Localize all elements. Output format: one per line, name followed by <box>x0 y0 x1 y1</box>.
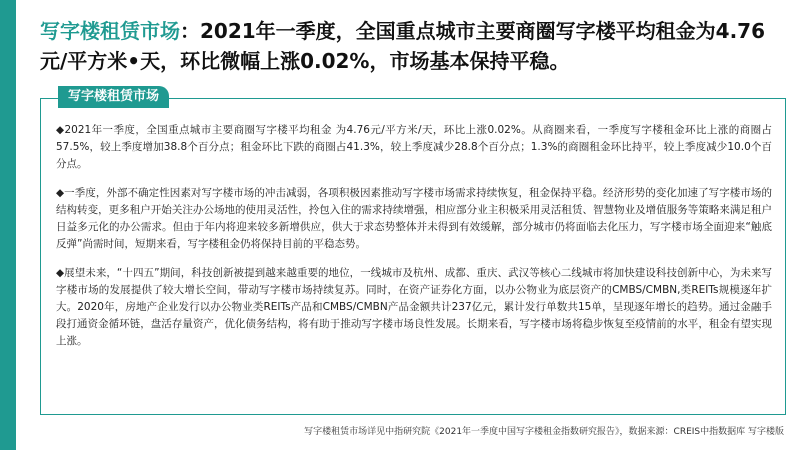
section-tab-label: 写字楼租赁市场 <box>58 86 169 108</box>
paragraph-market-drivers: ◆一季度，外部不确定性因素对写字楼市场的冲击减弱，各项积极因素推动写字楼市场需求持续恢复，租金保持平稳。经济形势的变化加速了写字楼市场的结构转变，更多租户开始关注办公场地的使用灵活性，拎包入住的需求持续增强，相应部分业主积极采用灵活租赁、智慧物业及增值服务等策略来满足租户日益多元化的办公需求。但由于年内将迎来较多新增供应，供大于求态势整体并未得到有效缓解，部分城市仍将面临去化压力，写字楼市场全面迎来“触底反弹”尚需时间，短期来看，写字楼租金仍将保持目前的平稳态势。 <box>56 187 772 250</box>
headline-text: ：2021年一季度，全国重点城市主要商圈写字楼平均租金为4.76元/平方米•天，环比微幅上涨0.02%，市场基本保持平稳。 <box>40 19 766 73</box>
headline-accent: 写字楼租赁市场 <box>40 19 180 43</box>
source-footnote: 写字楼租赁市场详见中指研究院《2021年一季度中国写字楼租金指数研究报告》，数据来源：CREIS中指数据库 写字楼版 <box>304 427 784 437</box>
section-paragraphs <box>56 122 772 362</box>
paragraph-outlook: ◆展望未来，“十四五”期间，科技创新被提到越来越重要的地位，一线城市及杭州、成都、重庆、武汉等核心二线城市将加快建设科技创新中心，为未来写字楼市场的发展提供了较大增长空间，带动写字楼市场持续复苏。同时，在资产证券化方面，以办公物业为底层资产的CMBS/CMBN,类REITs规模逐年扩大。2020年，房地产企业发行以办公物业类REITs产品和CMBS/CMBN产品金额共计237亿元，累计发行单数共15单，呈现逐年增长的趋势。通过金融手段打通资金循环链，盘活存量资产，优化债务结构，将有助于推动写字楼市场良性发展。长期来看，写字楼市场将稳步恢复至疫情前的水平，租金有望实现上涨。 <box>56 267 772 347</box>
page-headline <box>40 16 790 76</box>
paragraph-rent-overview: ◆2021年一季度，全国重点城市主要商圈写字楼平均租金 为4.76元/平方米/天，环比上涨0.02%。从商圈来看，一季度写字楼租金环比上涨的商圈占57.5%，较上季度增加38.8个百分点；租金环比下跌的商圈占41.3%，较上季度减少28.8个百分点；1.3%的商圈租金环比持平，较上季度减少10.0个百分点。 <box>56 124 772 170</box>
left-accent-bar <box>0 0 16 450</box>
